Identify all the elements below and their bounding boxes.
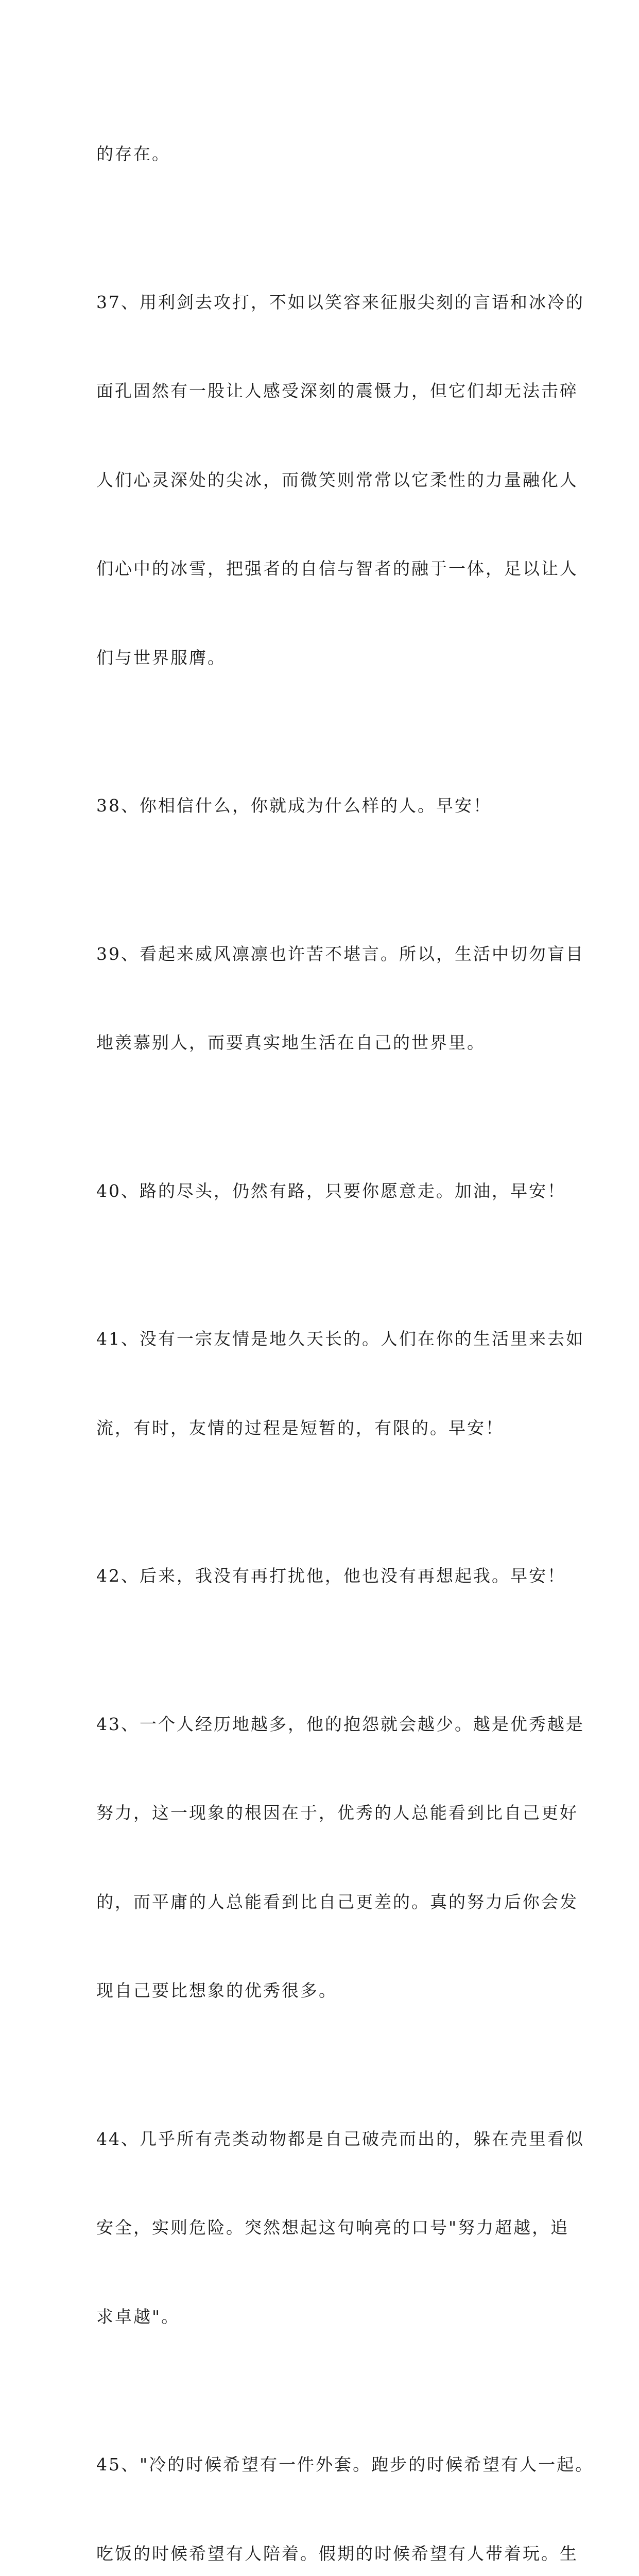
text-line: 44、几乎所有壳类动物都是自己破壳而出的，躲在壳里看似	[96, 2128, 584, 2149]
paragraph-44	[96, 2065, 584, 2391]
paragraph-41	[96, 1265, 584, 1502]
paragraph-37	[96, 228, 584, 732]
text-line: 37、用利剑去攻打，不如以笑容来征服尖刻的言语和冰冷的	[96, 292, 584, 312]
text-line: 的，而平庸的人总能看到比自己更差的。真的努力后你会发	[96, 1891, 578, 1912]
text-line: 42、后来，我没有再打扰他，他也没有再想起我。早安！	[96, 1566, 566, 1586]
text-line: 们与世界服膺。	[96, 647, 226, 668]
text-line: 39、看起来威风凛凛也许苦不堪言。所以，生活中切勿盲目	[96, 943, 584, 964]
text-line: 现自己要比想象的优秀很多。	[96, 1980, 337, 2001]
text-line: 吃饭的时候希望有人陪着。假期的时候希望有人带着玩。生	[96, 2543, 578, 2564]
text-line: 41、没有一宗友情是地久天长的。人们在你的生活里来去如	[96, 1329, 584, 1349]
text-line: 地羡慕别人，而要真实地生活在自己的世界里。	[96, 1032, 486, 1053]
paragraph-40	[96, 1117, 566, 1265]
text-line: 40、路的尽头，仍然有路，只要你愿意走。加油，早安！	[96, 1180, 566, 1201]
text-line: 流，有时，友情的过程是短暂的，有限的。早安！	[96, 1417, 504, 1438]
paragraph-43	[96, 1650, 584, 2065]
paragraph-39	[96, 880, 584, 1117]
text-line: 45、"冷的时候希望有一件外套。跑步的时候希望有人一起。	[96, 2454, 594, 2475]
text-line: 面孔固然有一股让人感受深刻的震慑力，但它们却无法击碎	[96, 381, 578, 401]
document-body	[96, 80, 594, 2576]
text-line: 努力，这一现象的根因在于，优秀的人总能看到比自己更好	[96, 1803, 578, 1823]
text-line: 的存在。	[96, 144, 170, 164]
text-line: 们心中的冰雪，把强者的自信与智者的融于一体，足以让人	[96, 558, 578, 579]
text-line: 38、你相信什么，你就成为什么样的人。早安！	[96, 795, 492, 816]
paragraph-continuation	[96, 80, 549, 228]
text-line: 求卓越"。	[96, 2306, 180, 2327]
text-line: 安全，实则危险。突然想起这句响亮的口号"努力超越，追	[96, 2217, 569, 2238]
paragraph-38	[96, 732, 549, 880]
text-line: 人们心灵深处的尖冰，而微笑则常常以它柔性的力量融化人	[96, 469, 578, 490]
paragraph-45	[96, 2391, 594, 2576]
paragraph-42	[96, 1502, 566, 1650]
text-line: 43、一个人经历地越多，他的抱怨就会越少。越是优秀越是	[96, 1714, 584, 1734]
